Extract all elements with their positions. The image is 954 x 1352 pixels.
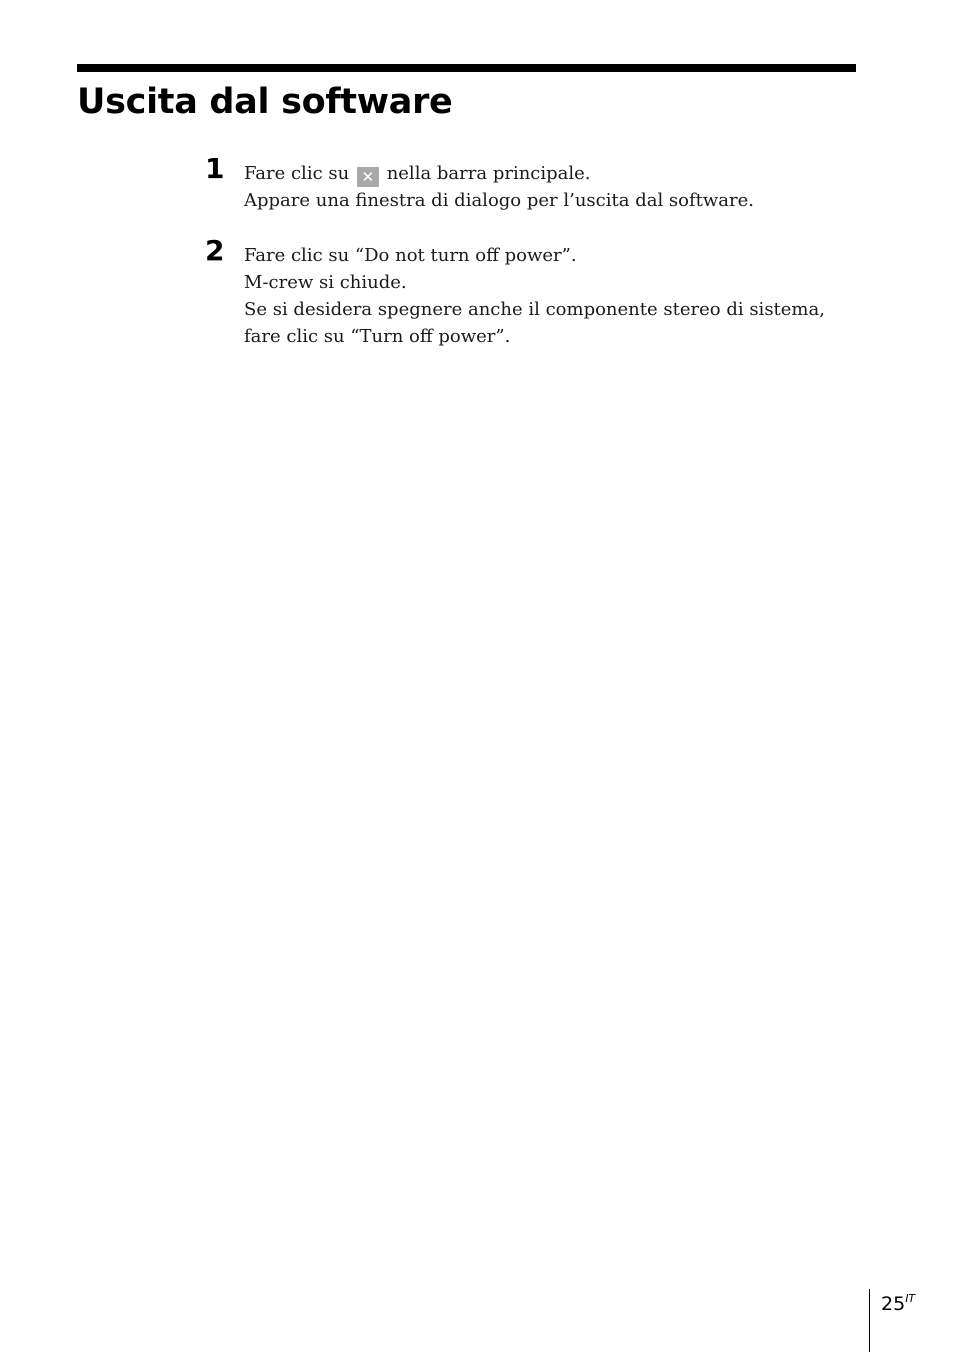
step-instruction [244, 160, 864, 187]
page-title: Uscita dal software [77, 82, 453, 122]
header-rule [77, 64, 856, 72]
instruction-text: nella barra principale. [386, 163, 591, 184]
close-icon: ✕ [357, 167, 379, 187]
step-body [244, 242, 864, 350]
step-note: Se si desidera spegnere anche il componente stereo di sistema, fare clic su “Turn off power”. [244, 299, 825, 347]
step-body [244, 160, 864, 214]
page-number-value: 25 [881, 1293, 906, 1315]
page-number [881, 1287, 915, 1316]
step-result: M-crew si chiude. [244, 272, 407, 293]
step-instruction: Fare clic su “Do not turn off power”. [244, 245, 577, 266]
step-number: 2 [205, 234, 225, 267]
instruction-text: Fare clic su [244, 163, 350, 184]
language-code: IT [905, 1292, 916, 1305]
step-number: 1 [205, 152, 225, 185]
folio-rule [869, 1289, 870, 1352]
step-result: Appare una finestra di dialogo per l’uscita dal software. [244, 190, 755, 211]
